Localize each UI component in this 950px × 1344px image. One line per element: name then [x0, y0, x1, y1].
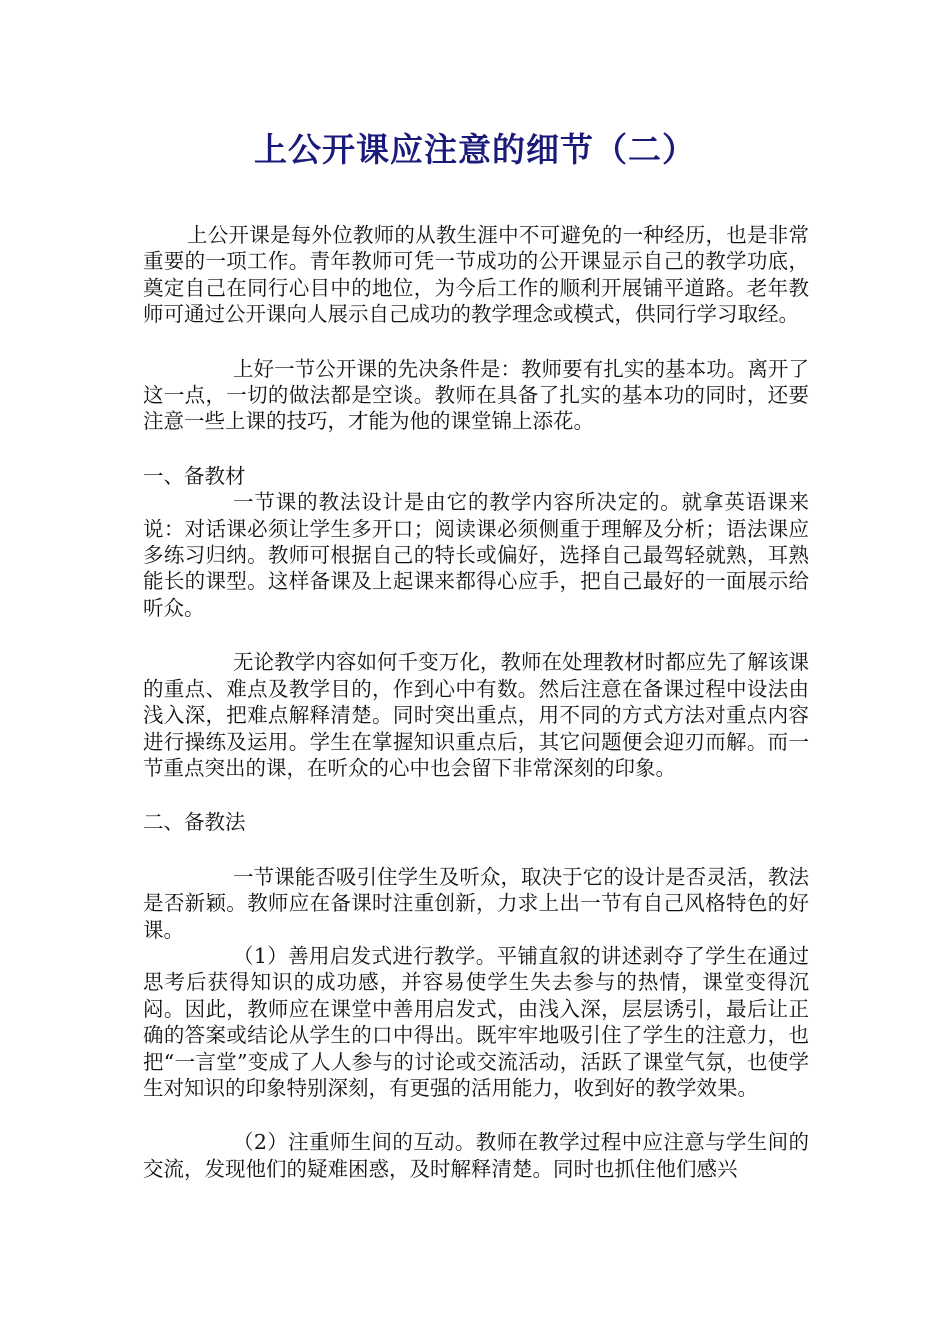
section-heading-methods: 二、备教法: [143, 810, 246, 835]
paragraph-method-1: （1）善用启发式进行教学。平铺直叙的讲述剥夺了学生在通过思考后获得知识的成功感，并容易使学生失去参与的热情，课堂变得沉闷。因此，教师应在课堂中善用启发式，由浅入深，层层诱引，最后让正确的答案或结论从学生的口中得出。既牢牢地吸引住了学生的注意力，也把“一言堂”变成了人人参与的讨论或交流活动，活跃了课堂气氛，也使学生对知识的印象特别深刻，有更强的活用能力，收到好的教学效果。: [143, 943, 809, 1100]
paragraph-methods-intro: 一节课能否吸引住学生及听众，取决于它的设计是否灵活，教法是否新颖。教师应在备课时注重创新，力求上出一节有自己风格特色的好课。: [143, 864, 809, 942]
paragraph-prerequisite: 上好一节公开课的先决条件是：教师要有扎实的基本功。离开了这一点，一切的做法都是空谈。教师在具备了扎实的基本功的同时，还要注意一些上课的技巧，才能为他的课堂锦上添花。: [143, 356, 809, 434]
paragraph-materials-2: 无论教学内容如何千变万化，教师在处理教材时都应先了解该课的重点、难点及教学目的，作到心中有数。然后注意在备课过程中设法由浅入深，把难点解释清楚。同时突出重点，用不同的方式方法对重点内容进行操练及运用。学生在掌握知识重点后，其它问题便会迎刃而解。而一节重点突出的课，在听众的心中也会留下非常深刻的印象。: [143, 650, 809, 780]
paragraph-intro: 上公开课是每外位教师的从教生涯中不可避免的一种经历，也是非常重要的一项工作。青年教师可凭一节成功的公开课显示自己的教学功底，奠定自己在同行心目中的地位，为今后工作的顺利开展铺平道路。老年教师可通过公开课向人展示自己成功的教学理念或模式，供同行学习取经。: [143, 223, 809, 327]
section-heading-materials: 一、备教材: [143, 463, 246, 488]
document-title: 上公开课应注意的细节（二）: [254, 130, 696, 169]
paragraph-materials-1: 一节课的教法设计是由它的教学内容所决定的。就拿英语课来说：对话课必须让学生多开口；阅读课必须侧重于理解及分析；语法课应多练习归纳。教师可根据自己的特长或偏好，选择自己最驾轻就熟，耳熟能长的课型。这样备课及上起课来都得心应手，把自己最好的一面展示给听众。: [143, 490, 809, 620]
paragraph-method-2: （2）注重师生间的互动。教师在教学过程中应注意与学生间的交流，发现他们的疑难困惑，及时解释清楚。同时也抓住他们感兴: [143, 1130, 809, 1181]
document-body: [143, 222, 809, 1182]
